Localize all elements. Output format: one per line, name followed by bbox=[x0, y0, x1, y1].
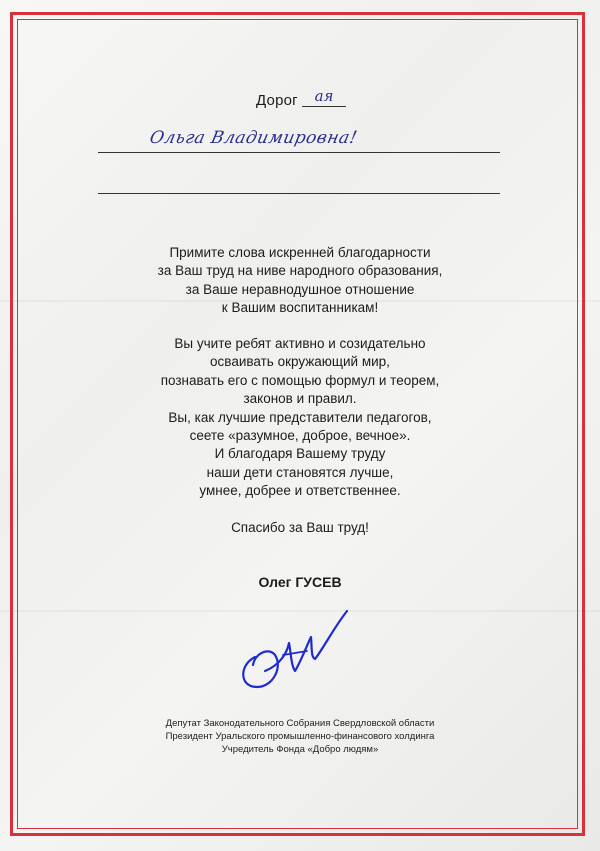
author-title-line: Депутат Законодательного Собрания Свердловской области bbox=[165, 718, 435, 729]
body-line: познавать его с помощью формул и теорем, bbox=[160, 372, 440, 388]
salutation-printed: Дорог bbox=[256, 92, 298, 109]
author-titles bbox=[100, 717, 500, 756]
body-line: за Ваше неравнодушное отношение bbox=[185, 281, 415, 297]
handwritten-signature bbox=[225, 595, 365, 705]
blank-fill-line bbox=[98, 177, 500, 194]
body-line: к Вашим воспитанникам! bbox=[221, 300, 379, 316]
salutation-handwritten-ending: ая bbox=[302, 86, 346, 107]
author-title-line: Учредитель Фонда «Добро людям» bbox=[221, 744, 379, 755]
body-line: законов и правил. bbox=[243, 391, 357, 407]
body-stanza-2 bbox=[100, 335, 500, 501]
body-line: за Ваш труд на ниве народного образования, bbox=[157, 263, 443, 279]
body-line: Вы учите ребят активно и созидательно bbox=[174, 336, 426, 351]
body-line: умнее, добрее и ответственнее. bbox=[199, 483, 401, 499]
body-line: осваивать окружающий мир, bbox=[210, 354, 390, 370]
author-title-line: Президент Уральского промышленно-финансового холдинга bbox=[165, 731, 435, 742]
body-line: И благодаря Вашему труду bbox=[214, 446, 386, 462]
body-line: Примите слова искренней благодарности bbox=[169, 245, 431, 260]
author-name: Олег ГУСЕВ bbox=[258, 574, 342, 590]
recipient-handwritten-name: Ольга Владимировна! bbox=[147, 128, 360, 148]
body-line: сеете «разумное, доброе, вечное». bbox=[189, 428, 411, 444]
body-stanza-1 bbox=[100, 244, 500, 318]
body-line: наши дети становятся лучше, bbox=[206, 464, 394, 480]
body-line: Вы, как лучшие представители педагогов, bbox=[168, 409, 432, 425]
closing-thanks: Спасибо за Ваш труд! bbox=[231, 520, 369, 535]
